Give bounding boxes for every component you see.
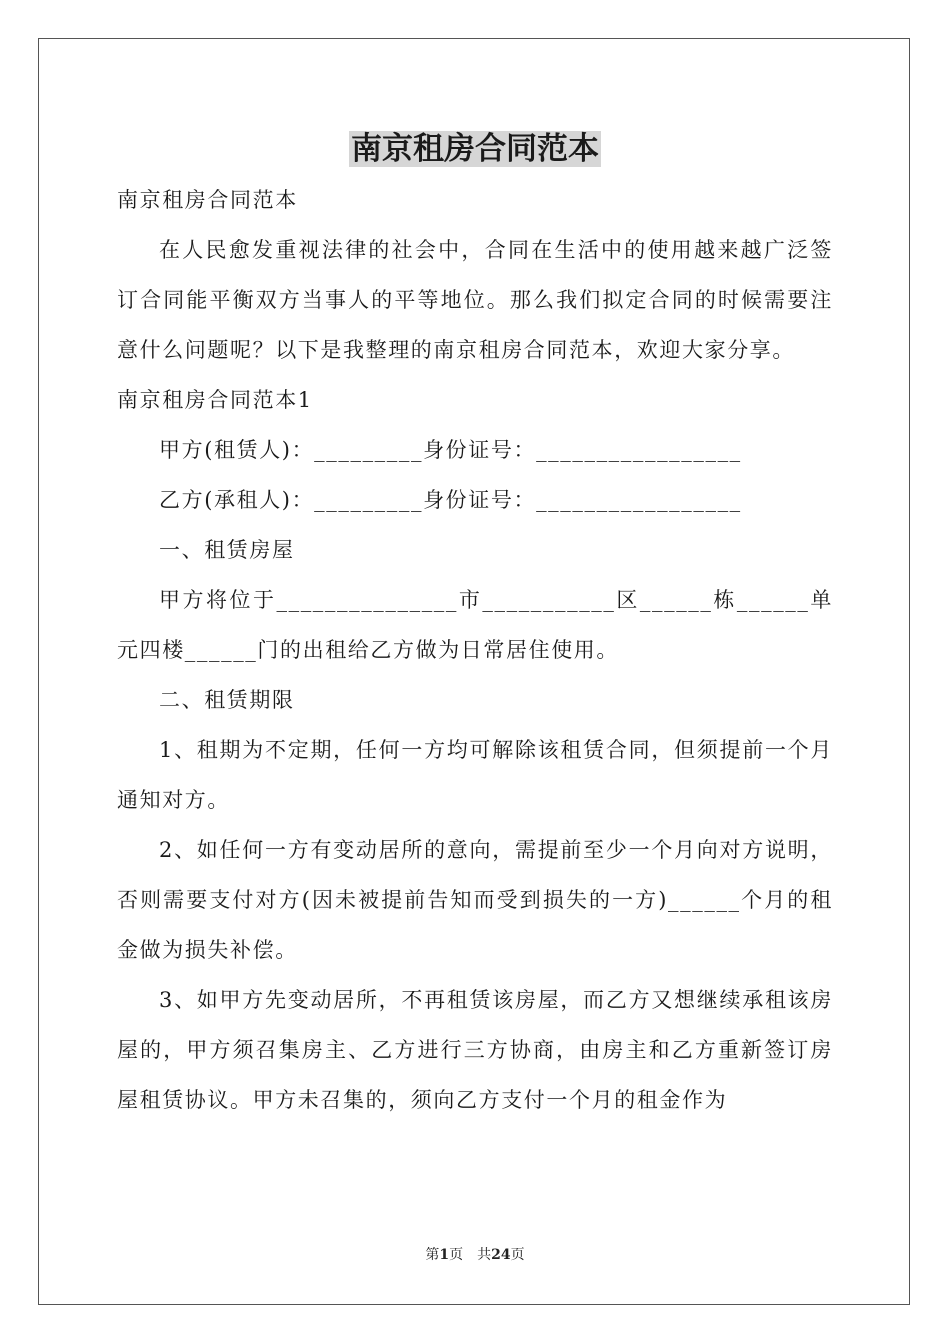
paragraph-clause-2-item-3: 3、如甲方先变动居所，不再租赁该房屋，而乙方又想继续承租该房屋的，甲方须召集房主、乙方进行三方协商，由房主和乙方重新签订房屋租赁协议。甲方未召集的，须向乙方支付一个月的租金作为	[117, 988, 833, 1112]
paragraph-section-heading: 南京租房合同范本1	[117, 388, 313, 412]
paragraph-clause-2-heading: 二、租赁期限	[159, 688, 295, 712]
paragraph-clause-2-item-1: 1、租期为不定期，任何一方均可解除该租赁合同，但须提前一个月通知对方。	[117, 738, 833, 812]
document-title-text: 南京租房合同范本	[351, 131, 599, 167]
footer-page-suffix: 页	[510, 1247, 525, 1263]
page-footer	[0, 1244, 950, 1264]
paragraph-clause-2-item-2: 2、如任何一方有变动居所的意向，需提前至少一个月向对方说明，否则需要支付对方(因未被提前告知而受到损失的一方)______个月的租金做为损失补偿。	[117, 838, 833, 962]
paragraph-party-a: 甲方(租赁人)：_________身份证号：_________________	[159, 438, 742, 462]
footer-page-total: 24	[491, 1247, 511, 1263]
paragraph-party-b: 乙方(承租人)：_________身份证号：_________________	[159, 488, 742, 512]
paragraph-clause-1-body: 甲方将位于_______________市___________区______栋______单元四楼______门的出租给乙方做为日常居住使用。	[117, 588, 833, 662]
document-title	[0, 126, 950, 172]
document-body	[117, 175, 833, 1125]
paragraph-subtitle: 南京租房合同范本	[117, 188, 298, 212]
paragraph-intro: 在人民愈发重视法律的社会中，合同在生活中的使用越来越广泛签订合同能平衡双方当事人的平等地位。那么我们拟定合同的时候需要注意什么问题呢？以下是我整理的南京租房合同范本，欢迎大家分享。	[117, 238, 833, 362]
footer-page-mid: 页 共	[449, 1247, 492, 1263]
footer-page-prefix: 第	[425, 1247, 440, 1263]
paragraph-clause-1-heading: 一、租赁房屋	[159, 538, 295, 562]
footer-page-current: 1	[439, 1247, 450, 1263]
